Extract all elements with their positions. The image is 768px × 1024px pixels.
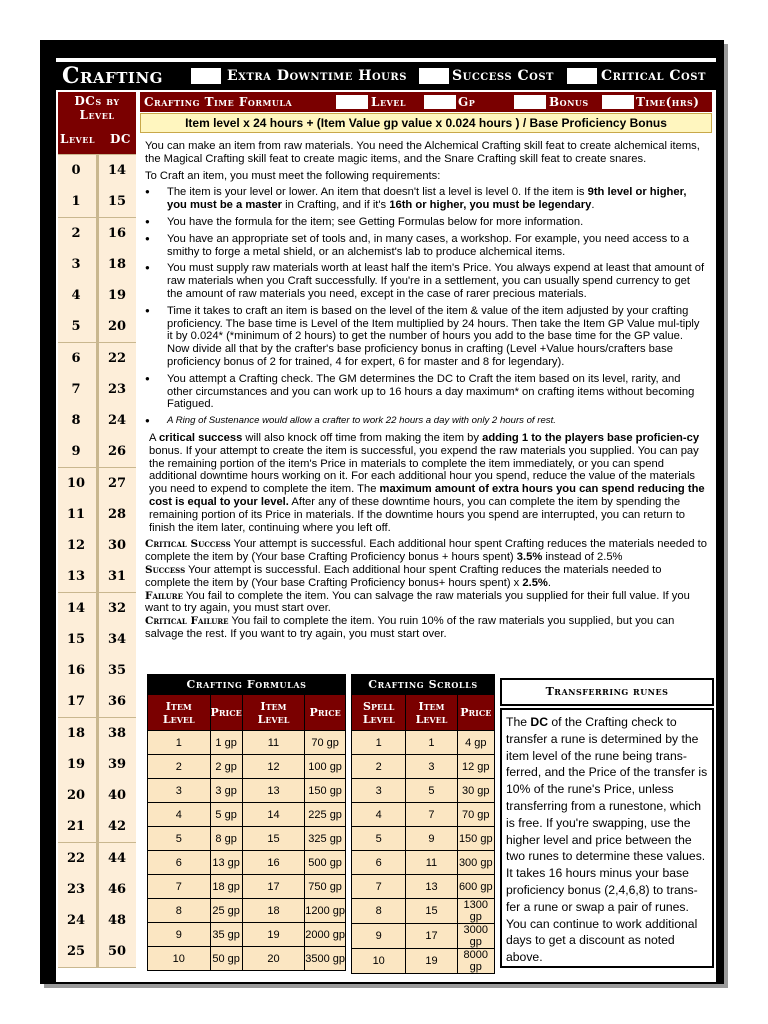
scrolls-cell: 30 gp [457, 779, 494, 803]
dc-row-dc: 22 [107, 350, 127, 366]
dc-row-dc: 26 [107, 444, 127, 460]
scrolls-header: Item Level [406, 695, 457, 731]
scrolls-cell: 13 [406, 875, 457, 899]
dc-row-dc: 18 [107, 256, 127, 272]
scrolls-row [352, 827, 495, 851]
formulas-cell: 13 gp [210, 851, 242, 875]
scrolls-cell: 4 [352, 803, 406, 827]
formulas-cell: 25 gp [210, 899, 242, 923]
formulas-cell: 750 gp [305, 875, 346, 899]
dc-row-dc: 48 [107, 913, 127, 928]
formulas-cell: 1 [148, 731, 211, 755]
formulas-cell: 20 [242, 947, 305, 971]
formulas-row [148, 731, 346, 755]
formulas-header: Price [210, 695, 242, 731]
dc-row-dc: 15 [107, 194, 127, 210]
scrolls-row [352, 755, 495, 779]
requirement-formula: ● You have the formula for the item; see Getting Formulas below for more information. [145, 216, 707, 229]
scrolls-caption: Crafting Scrolls [352, 675, 495, 695]
dc-row-level: 13 [66, 569, 86, 585]
dc-row-dc: 14 [107, 163, 127, 178]
scrolls-cell: 4 gp [457, 731, 494, 755]
dc-row-dc: 39 [107, 756, 127, 772]
scrolls-cell: 8 [352, 899, 406, 924]
dc-row-level: 0 [71, 163, 81, 178]
intro-paragraph: You can make an item from raw materials. You need the Alchemical Crafting skill feat to create alchemical items, the Magical Crafting skill feat to create magic items, and the Snare Crafting skill feat to create snares. [145, 140, 700, 165]
formulas-cell: 2 gp [210, 755, 242, 779]
formulas-cell: 15 [242, 827, 305, 851]
dc-column-divider [96, 155, 99, 967]
dc-table-title: DCs by Level [74, 94, 120, 122]
formulas-header: Item Level [242, 695, 305, 731]
formulas-row [148, 947, 346, 971]
dc-row-level: 17 [66, 694, 86, 710]
header-bar [56, 62, 716, 90]
dc-row-level: 1 [71, 194, 81, 210]
scrolls-cell: 10 [352, 949, 406, 974]
scrolls-cell: 5 [406, 779, 457, 803]
formulas-cell: 500 gp [305, 851, 346, 875]
dc-row-level: 5 [71, 319, 81, 335]
formulas-cell: 5 [148, 827, 211, 851]
formulas-row [148, 923, 346, 947]
dc-row-level: 16 [66, 663, 86, 678]
formulas-cell: 5 gp [210, 803, 242, 827]
critical-cost-label: Critical Cost [601, 68, 706, 84]
level-field[interactable] [336, 95, 368, 109]
scrolls-row [352, 949, 495, 974]
dc-row-dc: 32 [107, 600, 127, 616]
crafting-formulas-table [147, 674, 346, 971]
formulas-row [148, 779, 346, 803]
dc-row-dc: 23 [107, 381, 127, 397]
requirement-level: ● The item is your level or lower. An item that doesn't list a level is level 0. If the item is 9th level or higher, you must be a master in Crafting, and if it's 16th or higher, you must be legendary. [145, 186, 707, 212]
dc-row-dc: 31 [107, 569, 127, 585]
scrolls-cell: 11 [406, 851, 457, 875]
scrolls-cell: 600 gp [457, 875, 494, 899]
scrolls-cell: 15 [406, 899, 457, 924]
dc-row-dc: 27 [107, 475, 127, 491]
scrolls-row [352, 779, 495, 803]
formulas-cell: 225 gp [305, 803, 346, 827]
scrolls-cell: 5 [352, 827, 406, 851]
dc-row-level: 15 [66, 631, 86, 647]
formulas-cell: 1200 gp [305, 899, 346, 923]
formulas-row [148, 803, 346, 827]
scrolls-cell: 7 [406, 803, 457, 827]
formulas-cell: 8 gp [210, 827, 242, 851]
level-label: Level [371, 95, 406, 109]
time-field[interactable] [602, 95, 634, 109]
formulas-cell: 8 [148, 899, 211, 923]
dc-row-level: 9 [71, 444, 81, 460]
dc-row-dc: 44 [107, 850, 127, 866]
formulas-cell: 3 [148, 779, 211, 803]
formulas-cell: 11 [242, 731, 305, 755]
scrolls-cell: 8000 gp [457, 949, 494, 974]
scrolls-header: Spell Level [352, 695, 406, 731]
dc-row-level: 2 [71, 225, 81, 241]
gp-label: Gp [458, 95, 476, 109]
formulas-cell: 1 gp [210, 731, 242, 755]
scrolls-cell: 300 gp [457, 851, 494, 875]
dc-row-dc: 36 [107, 694, 127, 710]
scrolls-cell: 1300 gp [457, 899, 494, 924]
formulas-cell: 325 gp [305, 827, 346, 851]
outcome-failure: Failure You fail to complete the item. You can salvage the raw materials you supplied for their full value. If you want to try again, you must start over. [145, 589, 690, 615]
success-cost-field[interactable] [418, 67, 450, 85]
requirement-check: ● You attempt a Crafting check. The GM determines the DC to Craft the item based on its level, rarity, and other circumstances and you can work up to 16 hours a day maximum* on crafting items without becoming Fatigued. [145, 373, 707, 411]
formulas-caption: Crafting Formulas [148, 675, 346, 695]
formulas-cell: 3500 gp [305, 947, 346, 971]
dc-row-level: 12 [66, 538, 86, 553]
bonus-label: Bonus [549, 95, 589, 109]
scrolls-header: Price [457, 695, 494, 731]
formulas-row [148, 755, 346, 779]
requirement-tools: ● You have an appropriate set of tools and, in many cases, a workshop. For example, you need access to a smithy to forge a metal shield, or an alchemist's lab to produce alchemical items. [145, 233, 707, 259]
outcomes [145, 538, 707, 640]
gp-field[interactable] [424, 95, 456, 109]
scrolls-cell: 9 [352, 924, 406, 949]
scrolls-cell: 1 [406, 731, 457, 755]
dc-row-level: 8 [71, 413, 81, 428]
time-label: Time(hrs) [636, 95, 700, 109]
dc-row-level: 6 [71, 350, 81, 366]
formulas-cell: 50 gp [210, 947, 242, 971]
scrolls-row [352, 731, 495, 755]
dc-row-level: 22 [66, 850, 86, 866]
dc-row-dc: 42 [107, 819, 127, 835]
scrolls-cell: 3 [352, 779, 406, 803]
scrolls-cell: 17 [406, 924, 457, 949]
dc-row-dc: 20 [107, 319, 127, 335]
requirements-list [145, 186, 707, 428]
formulas-cell: 70 gp [305, 731, 346, 755]
formulas-row [148, 899, 346, 923]
scrolls-row [352, 851, 495, 875]
formula-title: Crafting Time Formula [144, 95, 293, 109]
dc-row-dc: 19 [107, 288, 127, 303]
transferring-runes-title: Transferring runes [500, 678, 714, 706]
scrolls-cell: 1 [352, 731, 406, 755]
dc-row-level: 4 [71, 288, 81, 303]
dc-row-level: 19 [66, 756, 86, 772]
formulas-cell: 3 gp [210, 779, 242, 803]
dc-row-dc: 30 [107, 538, 127, 553]
scrolls-cell: 9 [406, 827, 457, 851]
formulas-row [148, 875, 346, 899]
formulas-cell: 16 [242, 851, 305, 875]
dc-row-level: 21 [66, 819, 86, 835]
extra-downtime-field[interactable] [190, 67, 222, 85]
dc-row-level: 14 [66, 600, 86, 616]
ring-note: ● A Ring of Sustenance would allow a crafter to work 22 hours a day with only 2 hours of rest. [145, 415, 707, 428]
formulas-cell: 9 [148, 923, 211, 947]
formulas-cell: 13 [242, 779, 305, 803]
extra-downtime-label: Extra Downtime Hours [227, 68, 407, 84]
formulas-cell: 150 gp [305, 779, 346, 803]
scrolls-cell: 3000 gp [457, 924, 494, 949]
scrolls-cell: 2 [352, 755, 406, 779]
formulas-header: Price [305, 695, 346, 731]
formulas-cell: 19 [242, 923, 305, 947]
dc-row-dc: 35 [107, 663, 127, 678]
dc-level-header: Level [60, 132, 95, 146]
scrolls-cell: 12 gp [457, 755, 494, 779]
outcome-critical-failure: Critical Failure You fail to complete the item. You ruin 10% of the raw materials you supplied, but you can salvage the rest. If you want to try again, you must start over. [145, 615, 675, 640]
scrolls-cell: 19 [406, 949, 457, 974]
dc-row-dc: 28 [107, 506, 127, 522]
scrolls-row [352, 924, 495, 949]
scrolls-cell: 150 gp [457, 827, 494, 851]
formulas-cell: 14 [242, 803, 305, 827]
page-title: Crafting [62, 63, 163, 89]
dc-row-level: 23 [66, 881, 86, 897]
scrolls-row [352, 875, 495, 899]
scrolls-row [352, 899, 495, 924]
requirement-materials: ● You must supply raw materials worth at least half the item's Price. You always expend at least that amount of raw materials when you Craft successfully. If you're in a settlement, you can usually spend currency to get the amount of raw materials you need, except in the case of rarer precious materials. [145, 262, 707, 300]
formulas-row [148, 827, 346, 851]
formulas-cell: 18 gp [210, 875, 242, 899]
formulas-cell: 10 [148, 947, 211, 971]
bonus-field[interactable] [514, 95, 546, 109]
formulas-cell: 17 [242, 875, 305, 899]
critical-cost-field[interactable] [566, 67, 598, 85]
formulas-cell: 12 [242, 755, 305, 779]
dc-row-level: 18 [66, 725, 86, 741]
crafting-scrolls-table [351, 674, 495, 974]
dc-row-dc: 34 [107, 631, 127, 647]
dc-row-level: 25 [66, 944, 86, 960]
dc-row-level: 24 [66, 913, 86, 928]
formulas-cell: 100 gp [305, 755, 346, 779]
formulas-cell: 35 gp [210, 923, 242, 947]
dc-dc-header: DC [110, 132, 131, 146]
dc-row-dc: 24 [107, 413, 127, 428]
critical-success-paragraph: A critical success will also knock off time from making the item by adding 1 to the players base proficien-cy bonus. If your attempt to create the item is successful, you expend the raw materials you supplied. You can pay the remaining portion of the item's Price in materials to complete the item immediately, or you can spend additional downtime hours working on it. For each additional hour you spend, reduce the value of the materials you need to expend to complete the item. The maximum amount of extra hours you can spend reducing the cost is equal to your level. After any of these downtime hours, you can complete the item by spending the remaining portion of its Price in materials. If the downtime hours you spend are interrupted, you can return to finish the item later, continuing where you left off. [149, 431, 705, 534]
dc-row-level: 20 [66, 788, 86, 803]
dc-row-dc: 50 [107, 944, 127, 960]
formulas-cell: 4 [148, 803, 211, 827]
formulas-header: Item Level [148, 695, 211, 731]
formulas-cell: 2000 gp [305, 923, 346, 947]
formulas-cell: 18 [242, 899, 305, 923]
scrolls-cell: 7 [352, 875, 406, 899]
formulas-cell: 2 [148, 755, 211, 779]
scrolls-cell: 3 [406, 755, 457, 779]
outcome-critical-success: Critical Success Your attempt is successful. Each additional hour spent Crafting reduces the materials needed to complete the item by (Your base Crafting Proficiency bonus + hours spent) 3.5% instead of 2.5% [145, 538, 708, 564]
formulas-cell: 6 [148, 851, 211, 875]
formulas-row [148, 851, 346, 875]
scrolls-cell: 6 [352, 851, 406, 875]
requirements-intro: To Craft an item, you must meet the following requirements: [145, 169, 441, 182]
success-cost-label: Success Cost [452, 68, 554, 84]
dc-table-header [58, 92, 136, 154]
dc-row-dc: 16 [107, 225, 127, 241]
dc-row-dc: 46 [107, 881, 127, 897]
scrolls-row [352, 803, 495, 827]
scrolls-cell: 70 gp [457, 803, 494, 827]
formula-bar [140, 92, 712, 112]
dc-row-level: 10 [66, 475, 86, 491]
formulas-cell: 7 [148, 875, 211, 899]
formula-text: Item level x 24 hours + (Item Value gp value x 0.024 hours ) / Base Proficiency Bonus [140, 113, 712, 133]
requirement-time: ● Time it takes to craft an item is based on the level of the item & value of the item adjusted by your crafting proficiency. The base time is Level of the Item multiplied by 24 hours. Then take the Item GP Value mul-tiply it by 0.024* (*minimum of 2 hours) to get the number of hours you add to the base time for the GP value. Now divide all that by the crafter's base proficiency bonus in crafting (Level +Value hours/crafters base proficiency bonus of 2 for trained, 4 for expert, 6 for master and 8 for legendary). [145, 305, 707, 369]
rules-text [145, 140, 707, 641]
dc-row-level: 11 [66, 506, 86, 522]
outcome-success: Success Your attempt is successful. Each additional hour spent Crafting reduces the materials needed to complete the item by (Your base Crafting Proficiency bonus+ hours spent) x 2.5%. [145, 563, 662, 589]
dc-row-level: 3 [71, 256, 81, 272]
transferring-runes-text: The DC of the Crafting check to transfer a rune is determined by the item level of the rune being trans-ferred, and the Price of the transfer is 10% of the rune's Price, unless transferring from a runestone, which is free. If you're swapping, use the higher level and price between the two runes to determine these values. It takes 16 hours minus your base proficiency bonus (2,4,6,8) to trans-fer a rune or swap a pair of runes. You can continue to work additional days to get a discount as noted above. [500, 708, 714, 968]
dc-row-dc: 38 [107, 725, 127, 741]
dc-row-dc: 40 [107, 788, 127, 803]
dc-row-level: 7 [71, 381, 81, 397]
